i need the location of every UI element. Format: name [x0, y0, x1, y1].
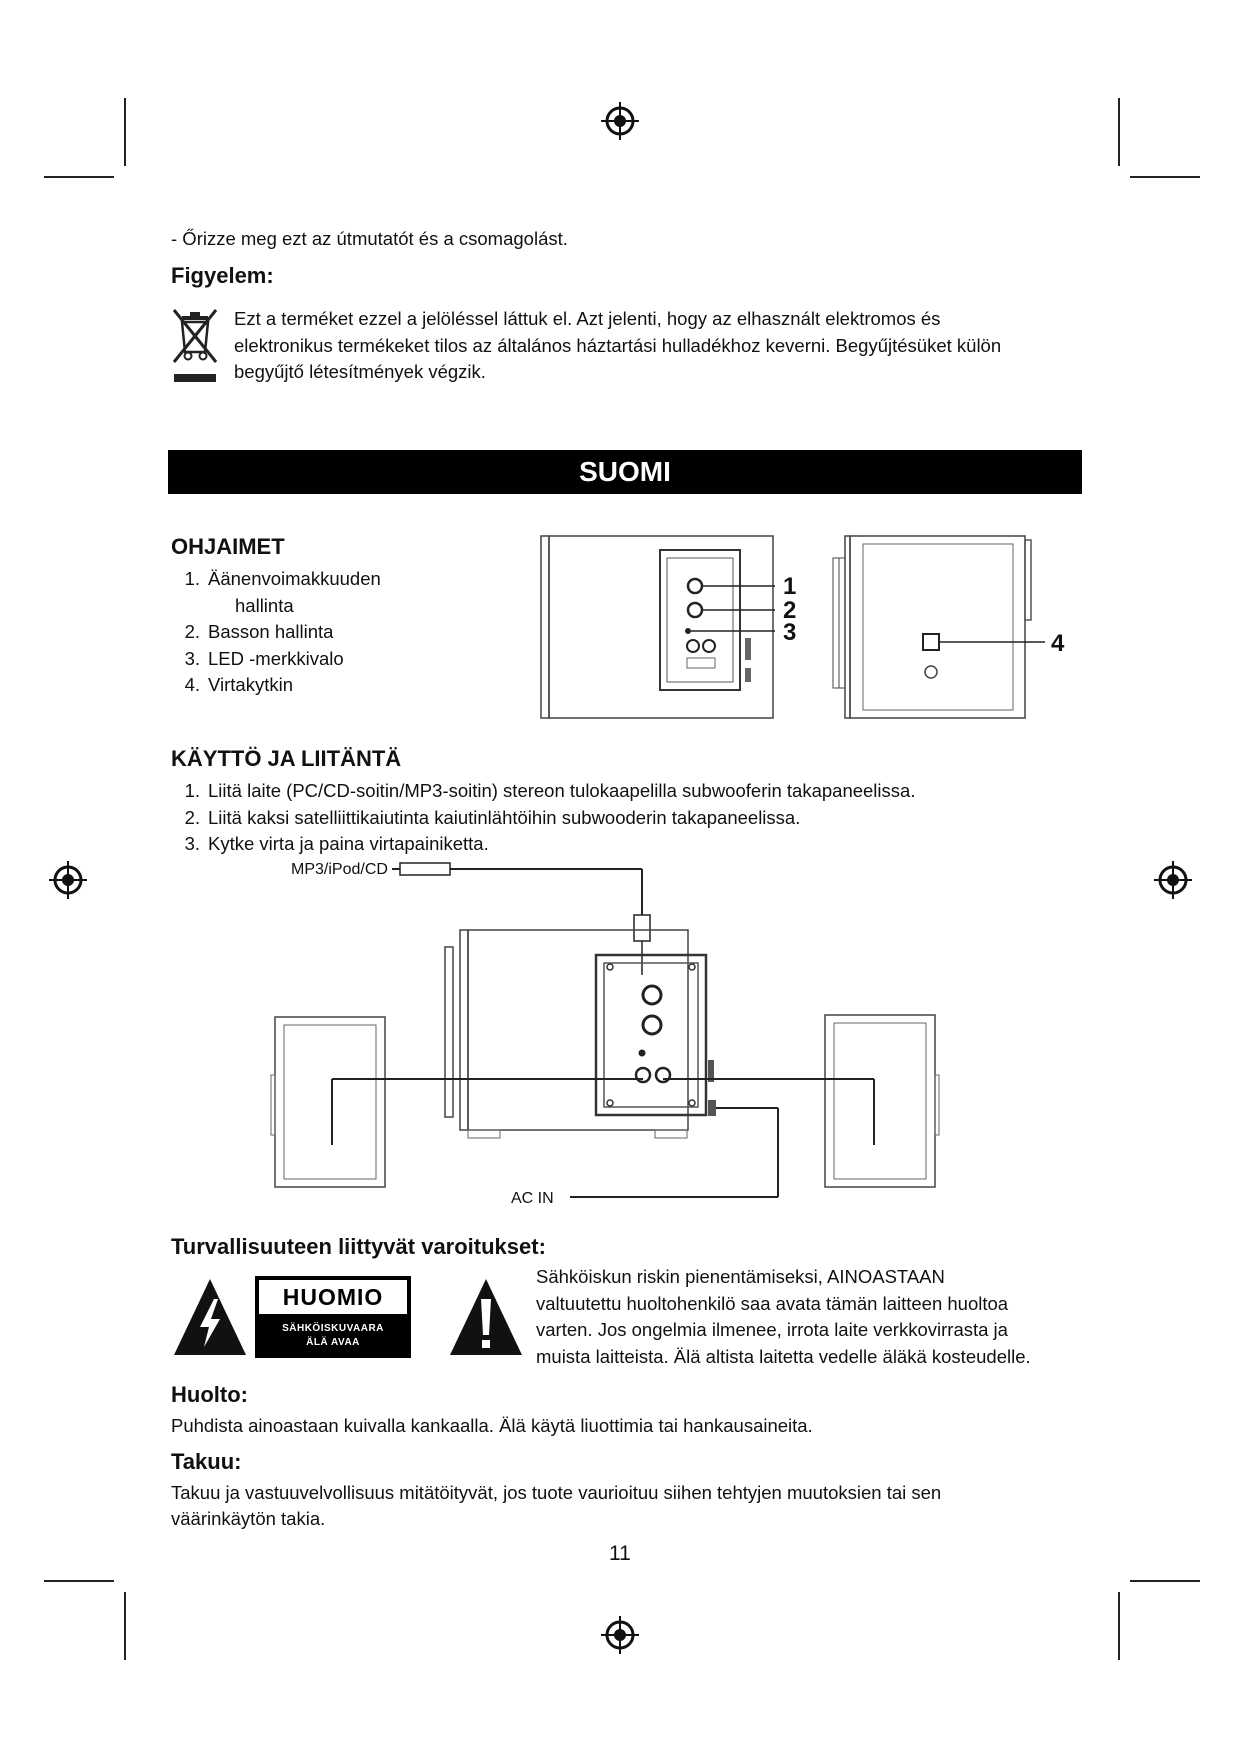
controls-heading: OHJAIMET [171, 534, 285, 559]
source-label: MP3/iPod/CD [291, 861, 388, 878]
registration-mark-icon [600, 1615, 640, 1655]
attention-text-line: Ezt a terméket ezzel a jelöléssel láttuk el. Azt jelenti, hogy az elhasznált elektromos és [234, 308, 941, 329]
warranty-text-line: Takuu ja vastuuvelvollisuus mitätöityvät, jos tuote vaurioituu siihen tehtyjen muutoksien tai sen [171, 1482, 942, 1503]
list-item: 3. Kytke virta ja paina virtapainiketta. [184, 833, 489, 854]
crop-mark [1130, 176, 1200, 178]
registration-mark-icon [1153, 860, 1193, 900]
caution-sign-title: HUOMIO [259, 1280, 407, 1314]
list-item: 3. LED -merkkivalo [184, 647, 344, 669]
caution-sign-line: SÄHKÖISKUVAARA [282, 1323, 384, 1334]
caution-sign-line: ÄLÄ AVAA [306, 1337, 360, 1348]
crop-mark [1130, 1580, 1200, 1582]
list-item: 1. Äänenvoimakkuuden [184, 568, 381, 589]
warranty-text-line: väärinkäytön takia. [171, 1508, 326, 1529]
weee-bin-icon [170, 306, 220, 386]
usage-heading: KÄYTTÖ JA LIITÄNTÄ [171, 746, 402, 771]
intro-line: - Őrizze meg ezt az útmutatót és a csomagolást. [171, 228, 568, 249]
callout-2: 2 [783, 597, 797, 624]
list-item: 4. Virtakytkin [184, 674, 293, 695]
safety-heading: Turvallisuuteen liittyvät varoitukset: [171, 1234, 546, 1259]
crop-mark [44, 176, 114, 178]
list-item: 2. Liitä kaksi satelliittikaiutinta kaiutinlähtöihin subwooderin takapaneelissa. [184, 806, 801, 828]
lightning-warning-icon [172, 1277, 248, 1357]
controls-list [170, 566, 381, 699]
warranty-heading: Takuu: [171, 1449, 242, 1474]
ac-in-label: AC IN [511, 1190, 554, 1207]
safety-text-line: muista laitteista. Älä altista laitetta vedelle äläkä kosteudelle. [536, 1346, 1031, 1367]
maintenance-heading: Huolto: [171, 1382, 248, 1407]
caution-sign [255, 1276, 411, 1358]
callout-1: 1 [783, 573, 797, 600]
controls-diagram [525, 528, 1090, 728]
crop-mark [1118, 98, 1120, 166]
usage-list [170, 778, 915, 858]
exclamation-warning-icon [448, 1277, 524, 1357]
attention-text-line: elektronikus termékeket tilos az általános háztartási hulladékhoz keverni. Begyűjtésüket külön [234, 335, 1002, 356]
safety-text-line: Sähköiskun riskin pienentämiseksi, AINOASTAAN [536, 1266, 945, 1287]
registration-mark-icon [48, 860, 88, 900]
list-item: hallinta [235, 594, 294, 616]
crop-mark [124, 1592, 126, 1660]
attention-heading: Figyelem: [171, 263, 274, 288]
callout-3: 3 [783, 619, 797, 646]
safety-text-line: varten. Jos ongelmia ilmenee, irrota laite verkkovirrasta ja [536, 1319, 1008, 1340]
crop-mark [1118, 1592, 1120, 1660]
list-item: 2. Basson hallinta [184, 621, 334, 642]
connection-diagram [270, 855, 950, 1215]
safety-text-line: valtuutettu huoltohenkilö saa avata tämän laitteen huoltoa [536, 1293, 1009, 1314]
crop-mark [124, 98, 126, 166]
crop-mark [44, 1580, 114, 1582]
registration-mark-icon [600, 101, 640, 141]
attention-text-line: begyűjtő létesítmények végzik. [234, 361, 486, 382]
page-number: 11 [609, 1542, 631, 1565]
language-banner: SUOMI [168, 450, 1082, 494]
list-item: 1. Liitä laite (PC/CD-soitin/MP3-soitin) stereon tulokaapelilla subwooferin takapaneelissa. [184, 780, 916, 801]
maintenance-text: Puhdista ainoastaan kuivalla kankaalla. Älä käytä liuottimia tai hankausaineita. [171, 1415, 813, 1436]
callout-4: 4 [1051, 630, 1065, 657]
